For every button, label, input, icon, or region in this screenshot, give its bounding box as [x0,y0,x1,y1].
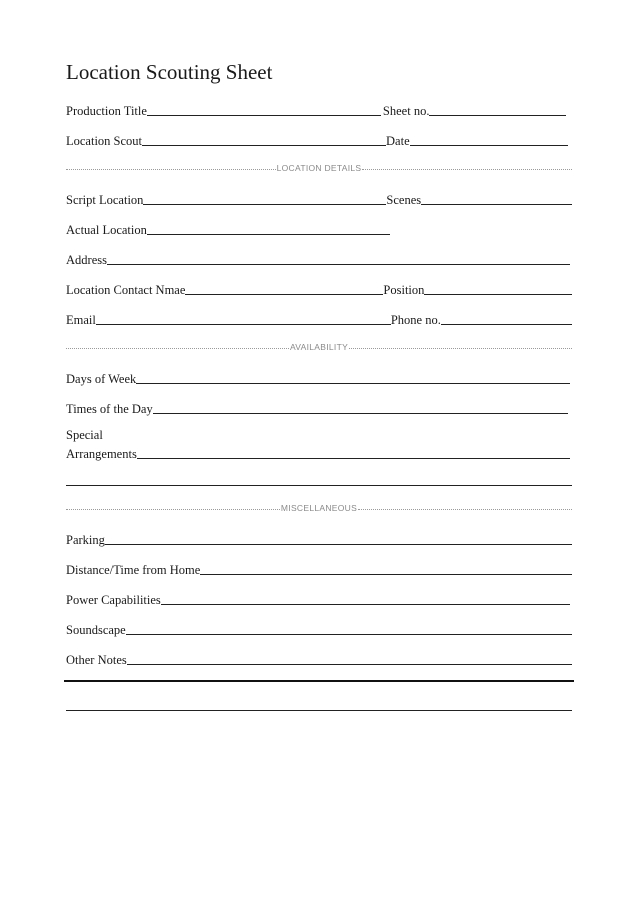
actual-location-field[interactable] [147,234,390,235]
times-of-day-field[interactable] [153,413,568,414]
section-heading-miscellaneous: MISCELLANEOUS [280,503,358,513]
location-contact-row [66,277,572,297]
actual-location-row [66,217,572,237]
section-divider-availability [66,340,572,354]
special-arrangements-label: Arrangements [66,447,137,461]
production-title-row [66,98,572,118]
dotted-rule [66,509,280,510]
production-title-label: Production Title [66,104,147,118]
power-label: Power Capabilities [66,593,161,607]
special-arrangements-extra-line[interactable] [66,485,572,486]
days-of-week-field[interactable] [136,383,570,384]
address-field[interactable] [107,264,570,265]
other-notes-label: Other Notes [66,653,127,667]
date-field[interactable] [410,145,568,146]
distance-time-row [66,557,572,577]
script-location-row [66,187,572,207]
soundscape-label: Soundscape [66,623,126,637]
soundscape-row [66,617,572,637]
special-arrangements-label-top: Special [66,428,103,442]
scenes-label: Scenes [386,193,422,207]
section-heading-availability: AVAILABILITY [289,342,349,352]
sheet-no-field[interactable] [429,115,566,116]
power-field[interactable] [161,604,570,605]
address-label: Address [66,253,107,267]
section-heading-location-details: LOCATION DETAILS [276,163,362,173]
dotted-rule [66,169,276,170]
script-location-field[interactable] [143,204,386,205]
parking-row [66,527,572,547]
location-scout-label: Location Scout [66,134,143,148]
parking-label: Parking [66,533,105,547]
soundscape-field[interactable] [126,634,572,635]
dotted-rule [362,169,572,170]
special-arrangements-row [66,441,572,461]
location-contact-field[interactable] [185,294,383,295]
location-scout-row [66,128,572,148]
email-label: Email [66,313,96,327]
date-label: Date [386,134,410,148]
phone-no-field[interactable] [441,324,572,325]
dotted-rule [358,509,572,510]
scenes-field[interactable] [421,204,572,205]
email-field[interactable] [96,324,391,325]
distance-time-label: Distance/Time from Home [66,563,201,577]
days-of-week-label: Days of Week [66,372,137,386]
parking-field[interactable] [105,544,572,545]
times-of-day-label: Times of the Day [66,402,153,416]
other-notes-field[interactable] [127,664,572,665]
production-title-field[interactable] [147,115,381,116]
notes-extra-line[interactable] [66,710,572,711]
section-divider-miscellaneous [66,501,572,515]
dotted-rule [349,348,572,349]
days-of-week-row [66,366,572,386]
position-field[interactable] [424,294,572,295]
phone-no-label: Phone no. [390,313,441,327]
special-arrangements-field[interactable] [137,458,570,459]
location-contact-label: Location Contact Nmae [66,283,186,297]
position-label: Position [383,283,425,297]
notes-divider-line [64,680,574,682]
email-row [66,307,572,327]
location-scout-field[interactable] [142,145,386,146]
page-title: Location Scouting Sheet [66,60,273,84]
address-row [66,247,572,267]
script-location-label: Script Location [66,193,144,207]
sheet-no-label: Sheet no. [382,104,430,118]
distance-time-field[interactable] [200,574,572,575]
actual-location-label: Actual Location [66,223,147,237]
times-of-day-row [66,396,572,416]
other-notes-row [66,647,572,667]
power-row [66,587,572,607]
dotted-rule [66,348,289,349]
section-divider-location-details [66,161,572,175]
